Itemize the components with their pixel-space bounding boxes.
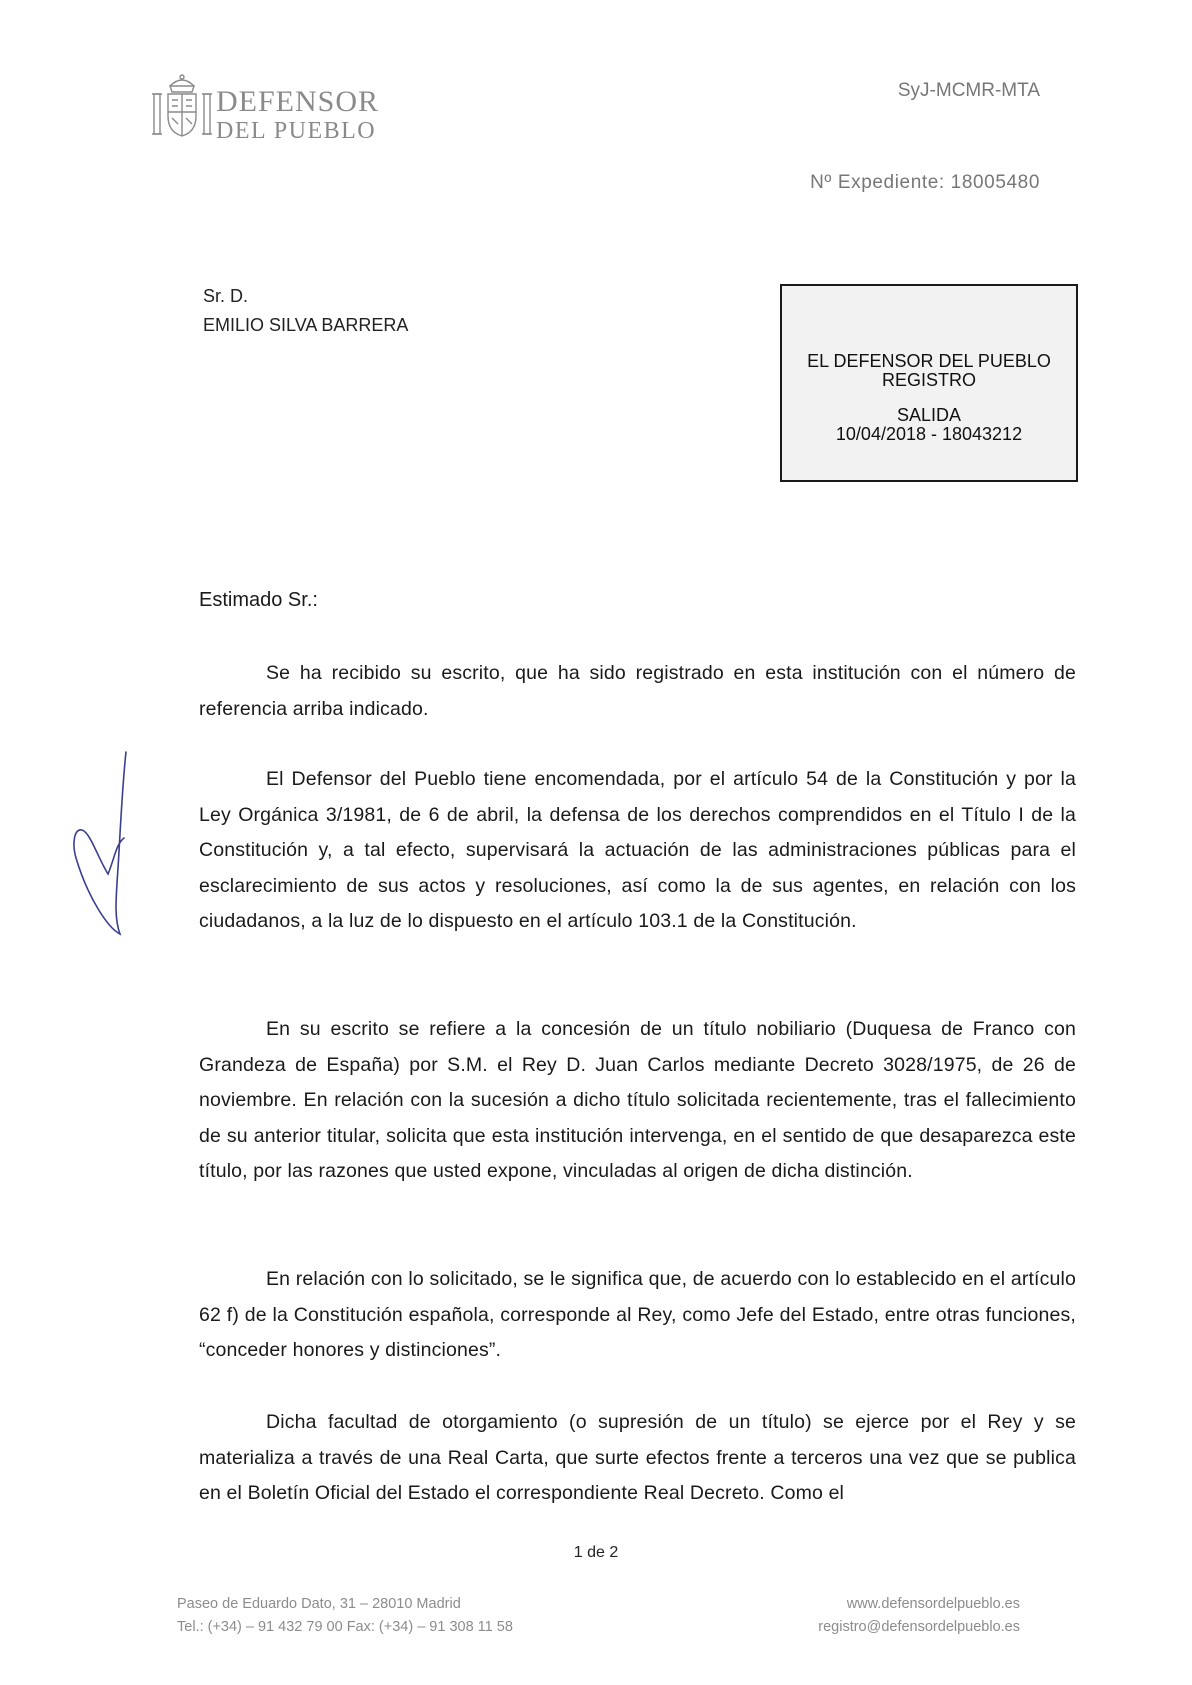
footer-online bbox=[818, 1593, 1020, 1639]
footer-website-link[interactable]: www.defensordelpueblo.es bbox=[846, 1596, 1020, 1612]
footer-phone: Tel.: (+34) – 91 432 79 00 Fax: (+34) – 91 308 11 58 bbox=[177, 1619, 513, 1635]
reference-code: SyJ-MCMR-MTA bbox=[897, 80, 1040, 101]
logo-line2: DEL PUEBLO bbox=[216, 118, 377, 144]
paragraph-2: El Defensor del Pueblo tiene encomendada, por el artículo 54 de la Constitución y por la Ley Orgánica 3/1981, de 6 de abril, la defensa de los derechos comprendidos en el Título I de la Constitución y, a tal efecto, supervisará la actuación de las administraciones públicas para el esclarecimiento de sus actos y resoluciones, así como la de sus agentes, en relación con los ciudadanos, a la luz de lo dispuesto en el artículo 103.1 de la Constitución. bbox=[199, 768, 1076, 932]
paragraph-1: Se ha recibido su escrito, que ha sido registrado en esta institución con el número de referencia arriba indicado. bbox=[199, 662, 1076, 720]
stamp-date-number: 10/04/2018 - 18043212 bbox=[835, 424, 1023, 444]
stamp-registro: REGISTRO bbox=[881, 370, 976, 390]
registry-stamp bbox=[780, 284, 1078, 482]
paragraph-3: En su escrito se refiere a la concesión de un título nobiliario (Duquesa de Franco con Grandeza de España) por S.M. el Rey D. Juan Carlos mediante Decreto 3028/1975, de 26 de noviembre. En relación con la sucesión a dicho título solicitada recientemente, tras el fallecimiento de su anterior titular, solicita que esta institución intervenga, en el sentido de que desaparezca este título, por las razones que usted expone, vinculadas al origen de dicha distinción. bbox=[199, 1018, 1076, 1182]
footer-email-link[interactable]: registro@defensordelpueblo.es bbox=[818, 1619, 1020, 1635]
paragraph-4: En relación con lo solicitado, se le significa que, de acuerdo con lo establecido en el artículo 62 f) de la Constitución española, corresponde al Rey, como Jefe del Estado, entre otras funciones, “conceder honores y distinciones”. bbox=[199, 1268, 1076, 1361]
recipient-address bbox=[203, 282, 408, 340]
coat-of-arms-icon bbox=[150, 72, 214, 140]
handwritten-signature bbox=[68, 748, 138, 938]
recipient-name: EMILIO SILVA BARRERA bbox=[203, 315, 409, 335]
logo-wordmark bbox=[216, 87, 379, 143]
footer-address: Paseo de Eduardo Dato, 31 – 28010 Madrid bbox=[177, 1596, 461, 1612]
footer-contact bbox=[177, 1593, 513, 1639]
expediente-number: Nº Expediente: 18005480 bbox=[810, 172, 1040, 193]
stamp-institution: EL DEFENSOR DEL PUEBLO bbox=[807, 351, 1051, 371]
page-number: 1 de 2 bbox=[573, 1544, 619, 1561]
paragraph-5: Dicha facultad de otorgamiento (o supresión de un título) se ejerce por el Rey y se materializa a través de una Real Carta, que surte efectos frente a terceros una vez que se publica en el Boletín Oficial del Estado el correspondiente Real Decreto. Como el bbox=[199, 1411, 1076, 1504]
salutation: Estimado Sr.: bbox=[199, 589, 318, 611]
recipient-title: Sr. D. bbox=[203, 286, 249, 306]
logo-line1: DEFENSOR bbox=[216, 85, 380, 118]
stamp-salida: SALIDA bbox=[896, 405, 962, 425]
